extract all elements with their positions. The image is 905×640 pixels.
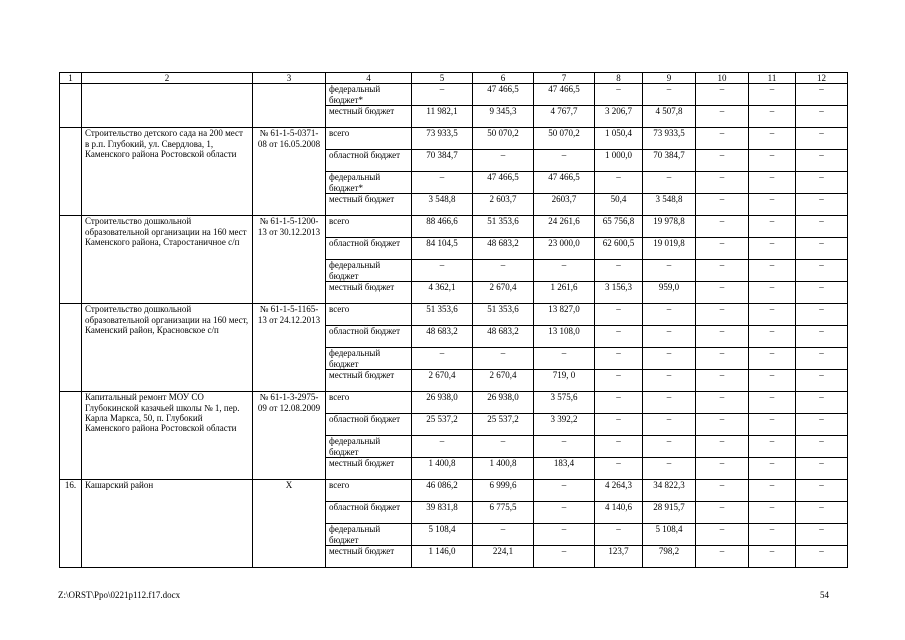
value-cell: –	[749, 502, 796, 524]
value-cell: –	[696, 436, 749, 458]
column-number-header: 7	[534, 73, 595, 84]
funding-source-cell: всего	[326, 480, 412, 502]
value-cell: –	[696, 524, 749, 546]
value-cell: 48 683,2	[412, 326, 473, 348]
table-row	[60, 84, 848, 106]
column-number-header: 8	[595, 73, 643, 84]
value-cell: 47 466,5	[473, 84, 534, 106]
value-cell: –	[796, 546, 848, 568]
value-cell: –	[696, 260, 749, 282]
value-cell: 959,0	[643, 282, 696, 304]
value-cell: –	[749, 216, 796, 238]
value-cell: 24 261,6	[534, 216, 595, 238]
value-cell: –	[796, 502, 848, 524]
value-cell: –	[749, 392, 796, 414]
value-cell: 47 466,5	[534, 84, 595, 106]
value-cell: –	[749, 458, 796, 480]
value-cell: –	[796, 172, 848, 194]
value-cell: –	[749, 172, 796, 194]
value-cell: 84 104,5	[412, 238, 473, 260]
column-header-row	[60, 73, 848, 84]
value-cell: 88 466,6	[412, 216, 473, 238]
value-cell: –	[534, 502, 595, 524]
funding-source-cell: всего	[326, 216, 412, 238]
object-name-cell: Строительство детского сада на 200 мест в р.п. Глубокий, ул. Свердлова, 1, Каменского района Ростовской области	[82, 128, 253, 216]
value-cell: 1 400,8	[473, 458, 534, 480]
value-cell: –	[796, 524, 848, 546]
value-cell: –	[643, 370, 696, 392]
value-cell: –	[595, 458, 643, 480]
value-cell: 798,2	[643, 546, 696, 568]
object-name-cell: Строительство дошкольной образовательной организации на 160 мест, Каменский район, Красновское с/п	[82, 304, 253, 392]
value-cell: –	[796, 150, 848, 172]
value-cell: –	[796, 216, 848, 238]
value-cell: –	[749, 106, 796, 128]
funding-table	[59, 72, 848, 568]
funding-source-cell: федеральный бюджет	[326, 260, 412, 282]
value-cell: –	[696, 282, 749, 304]
value-cell: 70 384,7	[643, 150, 696, 172]
value-cell: –	[749, 282, 796, 304]
value-cell: 46 086,2	[412, 480, 473, 502]
value-cell: 48 683,2	[473, 238, 534, 260]
value-cell: –	[749, 414, 796, 436]
funding-source-cell: областной бюджет	[326, 414, 412, 436]
row-number-cell	[60, 84, 82, 128]
value-cell: 47 466,5	[473, 172, 534, 194]
value-cell: 51 353,6	[473, 304, 534, 326]
value-cell: 73 933,5	[643, 128, 696, 150]
value-cell: –	[749, 524, 796, 546]
page-number: 54	[820, 590, 829, 600]
value-cell: –	[473, 260, 534, 282]
value-cell: 3 392,2	[534, 414, 595, 436]
value-cell: 34 822,3	[643, 480, 696, 502]
funding-source-cell: федеральный бюджет*	[326, 172, 412, 194]
value-cell: –	[796, 436, 848, 458]
object-name-cell	[82, 84, 253, 128]
funding-source-cell: местный бюджет	[326, 370, 412, 392]
value-cell: –	[696, 84, 749, 106]
value-cell: 6 999,6	[473, 480, 534, 502]
value-cell: 25 537,2	[473, 414, 534, 436]
funding-source-cell: всего	[326, 304, 412, 326]
value-cell: –	[796, 238, 848, 260]
value-cell: –	[534, 436, 595, 458]
value-cell: –	[534, 260, 595, 282]
value-cell: –	[595, 326, 643, 348]
value-cell: –	[749, 480, 796, 502]
value-cell: –	[595, 172, 643, 194]
funding-source-cell: местный бюджет	[326, 458, 412, 480]
value-cell: –	[796, 128, 848, 150]
value-cell: 1 400,8	[412, 458, 473, 480]
value-cell: –	[796, 458, 848, 480]
column-number-header: 4	[326, 73, 412, 84]
registration-number-cell: № 61-1-5-1200-13 от 30.12.2013	[253, 216, 326, 304]
value-cell: –	[643, 84, 696, 106]
value-cell: 5 108,4	[643, 524, 696, 546]
value-cell: –	[473, 436, 534, 458]
value-cell: –	[796, 106, 848, 128]
value-cell: –	[696, 326, 749, 348]
value-cell: –	[696, 194, 749, 216]
value-cell: 2 670,4	[412, 370, 473, 392]
value-cell: 19 019,8	[643, 238, 696, 260]
value-cell: –	[412, 260, 473, 282]
value-cell: –	[473, 524, 534, 546]
funding-source-cell: местный бюджет	[326, 282, 412, 304]
value-cell: –	[696, 392, 749, 414]
value-cell: –	[643, 436, 696, 458]
value-cell: 51 353,6	[412, 304, 473, 326]
column-number-header: 9	[643, 73, 696, 84]
value-cell: 224,1	[473, 546, 534, 568]
value-cell: –	[473, 150, 534, 172]
funding-source-cell: федеральный бюджет	[326, 436, 412, 458]
value-cell: –	[534, 480, 595, 502]
value-cell: 50 070,2	[473, 128, 534, 150]
value-cell: 13 108,0	[534, 326, 595, 348]
value-cell: –	[796, 370, 848, 392]
value-cell: –	[595, 414, 643, 436]
funding-source-cell: федеральный бюджет	[326, 348, 412, 370]
value-cell: –	[749, 326, 796, 348]
value-cell: –	[643, 348, 696, 370]
value-cell: 4 140,6	[595, 502, 643, 524]
value-cell: –	[595, 348, 643, 370]
value-cell: –	[749, 150, 796, 172]
row-number-cell: 16.	[60, 480, 82, 568]
value-cell: –	[696, 546, 749, 568]
value-cell: 13 827,0	[534, 304, 595, 326]
value-cell: –	[643, 326, 696, 348]
value-cell: –	[696, 106, 749, 128]
value-cell: 50 070,2	[534, 128, 595, 150]
value-cell: 4 767,7	[534, 106, 595, 128]
table-row	[60, 480, 848, 502]
value-cell: –	[749, 304, 796, 326]
value-cell: –	[595, 524, 643, 546]
funding-source-cell: местный бюджет	[326, 194, 412, 216]
value-cell: –	[696, 414, 749, 436]
value-cell: –	[696, 150, 749, 172]
value-cell: –	[473, 348, 534, 370]
value-cell: –	[696, 238, 749, 260]
value-cell: –	[796, 326, 848, 348]
value-cell: –	[696, 304, 749, 326]
value-cell: 62 600,5	[595, 238, 643, 260]
row-number-cell	[60, 392, 82, 480]
value-cell: 2603,7	[534, 194, 595, 216]
value-cell: –	[643, 414, 696, 436]
value-cell: –	[696, 172, 749, 194]
value-cell: –	[412, 348, 473, 370]
column-number-header: 11	[749, 73, 796, 84]
value-cell: 48 683,2	[473, 326, 534, 348]
registration-number-cell	[253, 84, 326, 128]
value-cell: 47 466,5	[534, 172, 595, 194]
value-cell: 4 507,8	[643, 106, 696, 128]
row-number-cell	[60, 304, 82, 392]
value-cell: –	[796, 304, 848, 326]
table-row	[60, 392, 848, 414]
value-cell: –	[643, 392, 696, 414]
value-cell: 2 670,4	[473, 370, 534, 392]
column-number-header: 6	[473, 73, 534, 84]
value-cell: –	[796, 480, 848, 502]
value-cell: 1 261,6	[534, 282, 595, 304]
table-row	[60, 304, 848, 326]
value-cell: –	[696, 216, 749, 238]
value-cell: –	[595, 84, 643, 106]
value-cell: –	[796, 282, 848, 304]
value-cell: 1 000,0	[595, 150, 643, 172]
value-cell: 65 756,8	[595, 216, 643, 238]
column-number-header: 2	[82, 73, 253, 84]
object-name-cell: Капитальный ремонт МОУ СО Глубокинской казачьей школы № 1, пер. Карла Маркса, 50, п. Глубокий Каменского района Ростовской области	[82, 392, 253, 480]
column-number-header: 5	[412, 73, 473, 84]
value-cell: –	[595, 304, 643, 326]
value-cell: 19 978,8	[643, 216, 696, 238]
value-cell: 719, 0	[534, 370, 595, 392]
column-number-header: 12	[796, 73, 848, 84]
object-name-cell: Кашарский район	[82, 480, 253, 568]
funding-source-cell: федеральный бюджет*	[326, 84, 412, 106]
value-cell: –	[534, 524, 595, 546]
value-cell: 1 050,4	[595, 128, 643, 150]
value-cell: –	[749, 260, 796, 282]
value-cell: –	[796, 414, 848, 436]
value-cell: –	[796, 392, 848, 414]
value-cell: –	[749, 370, 796, 392]
object-name-cell: Строительство дошкольной образовательной организации на 160 мест Каменского района, Старостаничное с/п	[82, 216, 253, 304]
footer-file-path: Z:\ORST\Ppo\0221p112.f17.docx	[58, 590, 181, 600]
value-cell: –	[534, 546, 595, 568]
value-cell: 3 206,7	[595, 106, 643, 128]
value-cell: –	[696, 128, 749, 150]
value-cell: –	[595, 436, 643, 458]
value-cell: 3 156,3	[595, 282, 643, 304]
value-cell: –	[412, 172, 473, 194]
value-cell: 11 982,1	[412, 106, 473, 128]
value-cell: 51 353,6	[473, 216, 534, 238]
column-number-header: 10	[696, 73, 749, 84]
value-cell: 5 108,4	[412, 524, 473, 546]
value-cell: 3 548,8	[412, 194, 473, 216]
value-cell: 123,7	[595, 546, 643, 568]
funding-source-cell: областной бюджет	[326, 326, 412, 348]
value-cell: –	[643, 260, 696, 282]
value-cell: 1 146,0	[412, 546, 473, 568]
value-cell: 26 938,0	[412, 392, 473, 414]
value-cell: –	[534, 150, 595, 172]
funding-source-cell: всего	[326, 128, 412, 150]
funding-source-cell: областной бюджет	[326, 150, 412, 172]
value-cell: –	[749, 194, 796, 216]
value-cell: –	[696, 502, 749, 524]
registration-number-cell: № 61-1-5-0371-08 от 16.05.2008	[253, 128, 326, 216]
value-cell: –	[696, 458, 749, 480]
registration-number-cell: № 61-1-5-1165-13 от 24.12.2013	[253, 304, 326, 392]
value-cell: –	[412, 84, 473, 106]
value-cell: –	[749, 128, 796, 150]
funding-source-cell: местный бюджет	[326, 106, 412, 128]
column-number-header: 3	[253, 73, 326, 84]
value-cell: –	[796, 84, 848, 106]
value-cell: –	[749, 84, 796, 106]
value-cell: –	[595, 392, 643, 414]
value-cell: 4 264,3	[595, 480, 643, 502]
funding-source-cell: областной бюджет	[326, 238, 412, 260]
value-cell: 50,4	[595, 194, 643, 216]
value-cell: –	[796, 260, 848, 282]
value-cell: –	[796, 348, 848, 370]
registration-number-cell: Х	[253, 480, 326, 568]
value-cell: –	[595, 260, 643, 282]
value-cell: –	[749, 238, 796, 260]
value-cell: –	[643, 172, 696, 194]
row-number-cell	[60, 216, 82, 304]
registration-number-cell: № 61-1-3-2975-09 от 12.08.2009	[253, 392, 326, 480]
value-cell: 6 775,5	[473, 502, 534, 524]
value-cell: 3 575,6	[534, 392, 595, 414]
value-cell: –	[696, 480, 749, 502]
value-cell: –	[749, 546, 796, 568]
value-cell: 26 938,0	[473, 392, 534, 414]
value-cell: –	[696, 348, 749, 370]
column-number-header: 1	[60, 73, 82, 84]
value-cell: 2 670,4	[473, 282, 534, 304]
value-cell: 73 933,5	[412, 128, 473, 150]
value-cell: –	[796, 194, 848, 216]
table-row	[60, 216, 848, 238]
funding-source-cell: федеральный бюджет	[326, 524, 412, 546]
value-cell: 4 362,1	[412, 282, 473, 304]
value-cell: –	[412, 436, 473, 458]
value-cell: –	[643, 458, 696, 480]
funding-source-cell: областной бюджет	[326, 502, 412, 524]
value-cell: 28 915,7	[643, 502, 696, 524]
value-cell: 70 384,7	[412, 150, 473, 172]
value-cell: –	[534, 348, 595, 370]
value-cell: 183,4	[534, 458, 595, 480]
value-cell: 23 000,0	[534, 238, 595, 260]
value-cell: 2 603,7	[473, 194, 534, 216]
value-cell: 3 548,8	[643, 194, 696, 216]
value-cell: 25 537,2	[412, 414, 473, 436]
funding-source-cell: местный бюджет	[326, 546, 412, 568]
value-cell: –	[595, 370, 643, 392]
value-cell: –	[749, 348, 796, 370]
value-cell: –	[749, 436, 796, 458]
value-cell: –	[643, 304, 696, 326]
row-number-cell	[60, 128, 82, 216]
value-cell: –	[696, 370, 749, 392]
value-cell: 39 831,8	[412, 502, 473, 524]
funding-source-cell: всего	[326, 392, 412, 414]
value-cell: 9 345,3	[473, 106, 534, 128]
table-row	[60, 128, 848, 150]
